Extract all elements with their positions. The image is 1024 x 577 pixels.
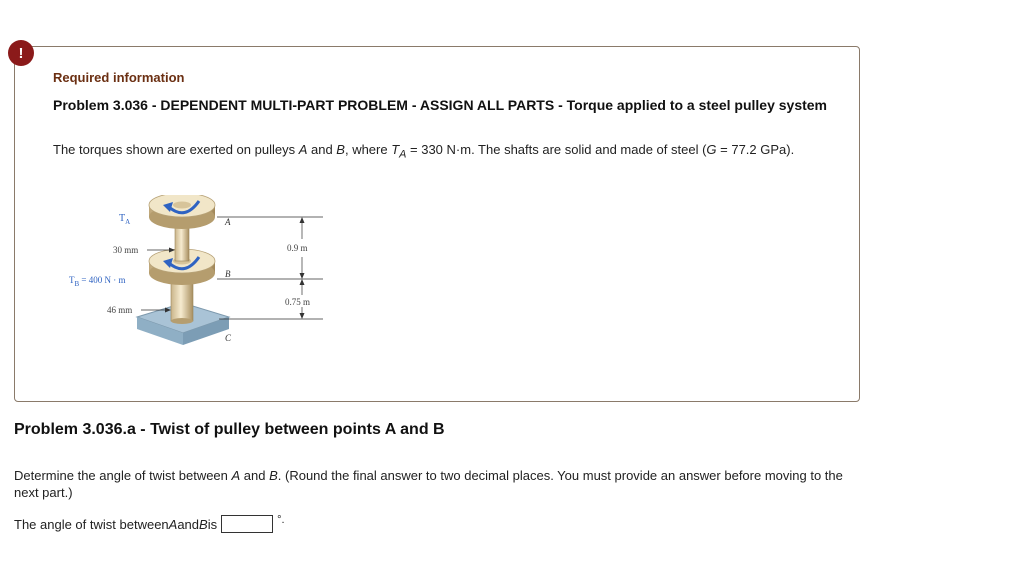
angle-answer-input[interactable] <box>221 515 273 533</box>
dimension-ab <box>287 217 308 279</box>
answer-row: The angle of twist between A and B is °. <box>14 514 285 532</box>
required-info-heading: Required information <box>53 70 185 85</box>
problem-statement: The torques shown are exerted on pulleys A and B, where $T_A = 330$ N·m. The shafts are solid and made of steel (G = 77.2 GPa). <box>53 142 795 161</box>
part-instructions: Determine the angle of twist between A and B. (Round the final answer to two decimal places. You must provide an answer before moving to the next part.) <box>14 468 843 500</box>
point-c-label: C <box>225 333 232 343</box>
part-title: Problem 3.036.a - Twist of pulley between points A and B <box>14 421 445 438</box>
point-a-label: A <box>225 217 231 227</box>
diameter-label-bc: 46 mm <box>107 305 133 315</box>
torque-b-label: $T_B = 400$ N · m <box>69 275 126 288</box>
unit-label: °. <box>277 514 285 526</box>
problem-title: Problem 3.036 - DEPENDENT MULTI-PART PROBLEM - ASSIGN ALL PARTS - Torque applied to a steel pulley system <box>53 97 827 113</box>
diameter-label-ab: 30 mm <box>113 245 139 255</box>
alert-icon: ! <box>8 40 34 66</box>
torque-a-label: $T_A$ <box>119 213 131 226</box>
length-label-ab: 0.9 m <box>287 243 308 253</box>
dimension-bc <box>285 279 310 319</box>
point-b-label: B <box>225 269 231 279</box>
pulley-diagram <box>51 195 351 355</box>
required-info-panel <box>14 46 860 402</box>
shaft-bc <box>171 281 193 321</box>
length-label-bc: 0.75 m <box>285 297 311 307</box>
